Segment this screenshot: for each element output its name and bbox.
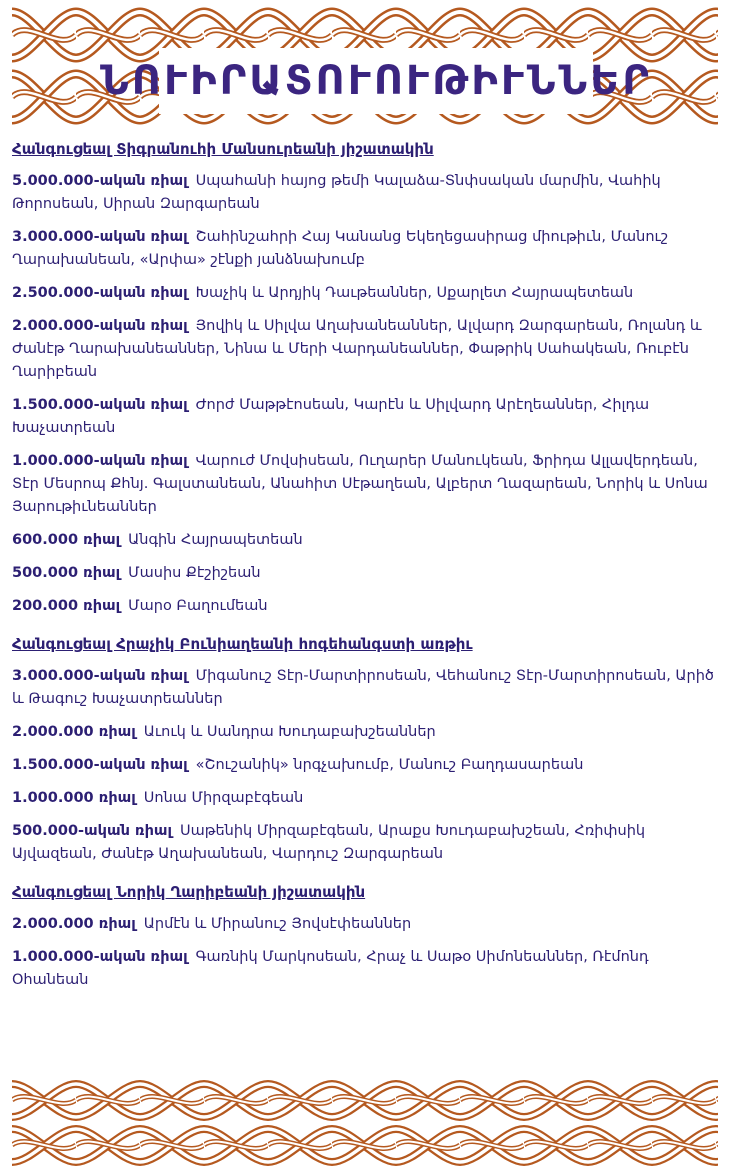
top-ornament-band (12, 4, 718, 128)
donation-amount: 500.000-ական ռիալ (12, 823, 173, 839)
donation-entry (12, 393, 718, 439)
donation-amount: 1.500.000-ական ռիալ (12, 397, 188, 413)
donation-entry (12, 912, 718, 935)
donation-section-1 (12, 140, 718, 617)
donor-names: Յովիկ և Սիլվա Աղախանեաններ, Ալվարդ Զարգարեան, Ռոլանդ և Ժանէթ Ղարախանեաններ, Նինա և Մերի Վարդանեաններ, Փաթրիկ Սահակեան, Ռուբէն Ղարիբեան (12, 318, 702, 380)
donation-amount: 2.000.000 ռիալ (12, 916, 136, 932)
donation-amount: 1.500.000-ական ռիալ (12, 757, 188, 773)
donation-amount: 2.500.000-ական ռիալ (12, 285, 188, 301)
donation-entry (12, 753, 718, 776)
title-box (100, 48, 652, 114)
donation-amount: 500.000 ռիալ (12, 565, 121, 581)
section-heading: Հանգուցեալ Հրաչիկ Բունիաղեանի հոգեհանգստի առթիւ (12, 635, 473, 653)
donation-amount: 2.000.000-ական ռիալ (12, 318, 188, 334)
donor-names: Անգին Հայրապետեան (128, 532, 303, 548)
donation-entry (12, 528, 718, 551)
donation-amount: 5.000.000-ական ռիալ (12, 173, 188, 189)
donation-entry (12, 945, 718, 991)
donation-entry (12, 225, 718, 271)
donor-names: Սոնա Միրզաբէգեան (143, 790, 304, 806)
donor-names: Շահինշահրի Հայ Կանանց Եկեղեցասիրաց միութիւն, Մանուշ Ղարախանեան, «Արփա» շէնքի յանձնախումբ (12, 229, 669, 268)
donation-entry (12, 594, 718, 617)
donation-entry (12, 664, 718, 710)
donor-names: Աւուկ և Սանդրա Խուդաբախշեաններ (143, 724, 436, 740)
donor-names: Մասիս Քէշիշեան (128, 565, 261, 581)
donation-amount: 1.000.000-ական ռիալ (12, 949, 188, 965)
donor-names: Արմէն և Միրանուշ Յովսէփեաններ (143, 916, 412, 932)
donation-entry (12, 561, 718, 584)
donation-entry (12, 819, 718, 865)
donor-names: Սպահանի հայոց թեմի Կալաձա-Տնփսական մարմին, Վահիկ Թորոսեան, Սիրան Զարգարեան (12, 173, 661, 212)
donation-section-3 (12, 883, 718, 991)
donation-amount: 3.000.000-ական ռիալ (12, 229, 188, 245)
donor-names: Խաչիկ և Արդյիկ Դաւթեաններ, Սքարլետ Հայրապետեան (195, 285, 634, 301)
donation-amount: 1.000.000-ական ռիալ (12, 453, 188, 469)
donor-names: Ժորժ Մաթթէոսեան, Կարէն և Սիլվարդ Արէղեաններ, Հիլդա Խաչատրեան (12, 397, 650, 436)
section-heading: Հանգուցեալ Տիգրանուհի Մանսուրեանի յիշատակին (12, 140, 434, 158)
donor-names: Վարուժ Մովսիսեան, Ուղարեր Մանուկեան, Ֆրիդա Ալլավերդեան, Տէր Մեսրոպ Քհնյ. Գալստանեան, Անահիտ Սէթաղեան, Ալբերտ Ղազարեան, Նորիկ և Սոնա Յարութիւնեաններ (12, 453, 708, 515)
donation-amount: 2.000.000 ռիալ (12, 724, 136, 740)
donation-entry (12, 281, 718, 304)
donor-names: Մարօ Բաղումեան (128, 598, 268, 614)
donor-names: Սաթենիկ Միրզաբէգեան, Արաքս Խուդաբախշեան, Հռիփսիկ Այվազեան, Ժանէթ Աղախանեան, Վարդուշ Զարգարեան (12, 823, 646, 862)
donor-names: Միգանուշ Տէր-Մարտիրոսեան, Վեհանուշ Տէր-Մարտիրոսեան, Արիծ և Թագուշ Խաչատրեաններ (12, 668, 714, 707)
donation-section-2 (12, 635, 718, 865)
donation-entry (12, 720, 718, 743)
section-heading: Հանգուցեալ Նորիկ Ղարիբեանի յիշատակին (12, 883, 366, 901)
bottom-ornament-band (12, 1078, 718, 1168)
donation-entry (12, 314, 718, 383)
donations-content (12, 140, 718, 1009)
donation-amount: 1.000.000 ռիալ (12, 790, 136, 806)
donor-names: «Շուշանիկ» նրգչախումբ, Մանուշ Բաղդասարեան (195, 757, 584, 773)
donation-entry (12, 786, 718, 809)
donor-names: Գառնիկ Մարկոսեան, Հրաչ և Սաթօ Սիմոնեաններ, Ռէմոնդ Օհանեան (12, 949, 649, 988)
donation-entry (12, 449, 718, 518)
donation-amount: 3.000.000-ական ռիալ (12, 668, 188, 684)
donation-entry (12, 169, 718, 215)
celtic-knot-pattern-bottom (12, 1078, 718, 1168)
page-title: ՆՈՒԻՐԱՏՈՒՈՒԹԻՒՆՆԵՐ (100, 58, 652, 104)
donation-amount: 200.000 ռիալ (12, 598, 121, 614)
donation-amount: 600.000 ռիալ (12, 532, 121, 548)
